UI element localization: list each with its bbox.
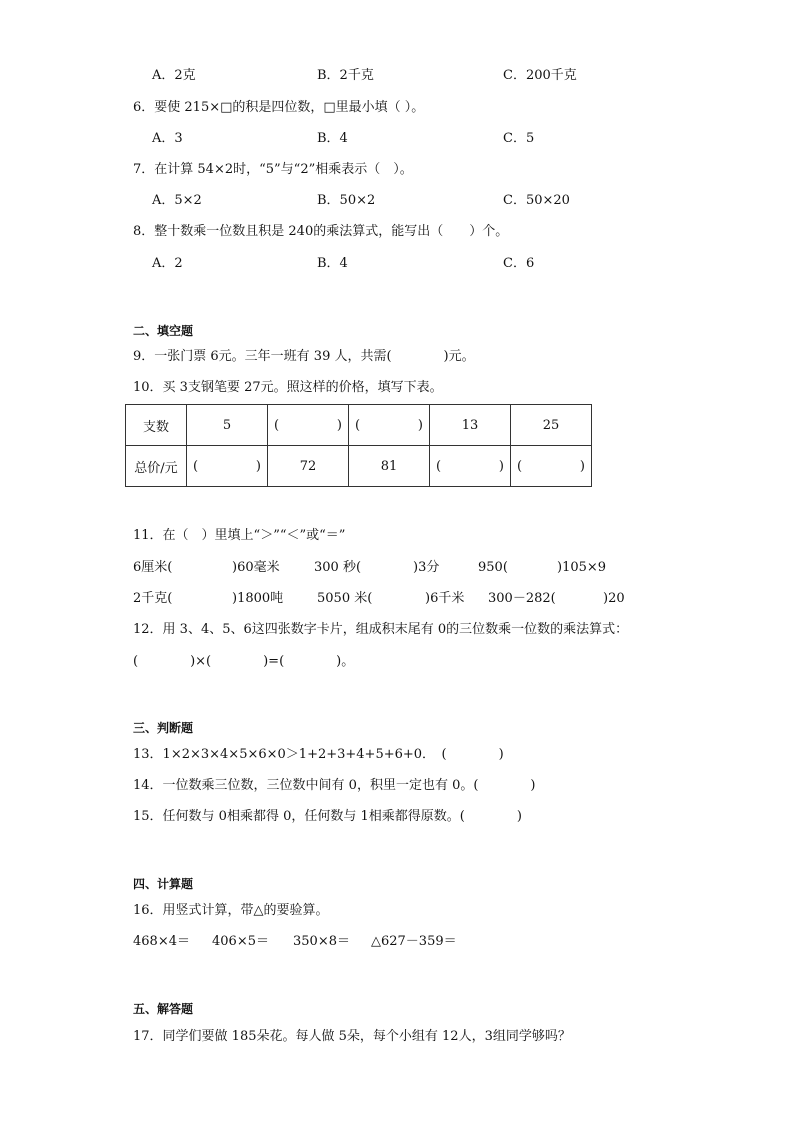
table-cell: 81 (349, 446, 430, 487)
table-cell-blank[interactable]: ( ) (349, 405, 430, 446)
section-answer-title: 五、解答题 (133, 1002, 194, 1016)
table-header-total: 总价/元 (126, 446, 187, 487)
q8-option-c: C．6 (503, 256, 535, 271)
question-14: 14．一位数乘三位数，三位数中间有 0，积里一定也有 0。( ) (133, 778, 536, 793)
question-12: 12．用 3、4、5、6这四张数字卡片，组成积末尾有 0的三位数乘一位数的乘法算式： (133, 622, 629, 637)
compare-item: )60毫米 (232, 560, 280, 575)
table-cell-blank[interactable]: ( ) (511, 446, 592, 487)
table-row (126, 405, 592, 446)
compare-item: 6厘米( (133, 560, 173, 575)
q8-option-b: B．4 (317, 256, 348, 271)
compare-item: )6千米 (425, 591, 465, 606)
calc-item: 468×4＝ (133, 934, 190, 949)
table-cell-blank[interactable]: ( ) (268, 405, 349, 446)
q5-option-a: A．2克 (152, 68, 196, 83)
q7-option-a: A．5×2 (152, 193, 202, 208)
price-table (125, 404, 592, 487)
q7-option-b: B．50×2 (317, 193, 376, 208)
question-6: 6．要使 215×□的积是四位数，□里最小填（ ）。 (133, 100, 425, 115)
question-7: 7．在计算 54×2时，“5”与“2”相乘表示（ ）。 (133, 162, 413, 177)
q5-option-c: C．200千克 (503, 68, 577, 83)
compare-item: 300 秒( (314, 560, 362, 575)
compare-item: 950( (478, 560, 508, 575)
table-cell: 5 (187, 405, 268, 446)
question-11: 11．在（ ）里填上“＞”“＜”或“＝” (133, 528, 346, 543)
q5-option-b: B．2千克 (317, 68, 374, 83)
q12-formula: ( )×( )=( )。 (133, 654, 355, 669)
calc-item: 350×8＝ (293, 934, 350, 949)
question-17: 17．同学们要做 185朵花。每人做 5朵，每个小组有 12人，3组同学够吗？ (133, 1029, 571, 1044)
compare-item: )3分 (413, 560, 440, 575)
table-header-count: 支数 (126, 405, 187, 446)
table-cell: 25 (511, 405, 592, 446)
question-8: 8．整十数乘一位数且积是 240的乘法算式，能写出（ ）个。 (133, 224, 509, 239)
question-16: 16．用竖式计算，带△的要验算。 (133, 903, 329, 918)
section-fill-in-title: 二、填空题 (133, 324, 194, 338)
question-9: 9．一张门票 6元。三年一班有 39 人，共需( )元。 (133, 349, 475, 364)
question-10: 10．买 3支钢笔要 27元。照这样的价格，填写下表。 (133, 380, 443, 395)
compare-item: )105×9 (557, 560, 607, 575)
table-cell: 72 (268, 446, 349, 487)
q6-option-b: B．4 (317, 131, 348, 146)
q6-option-c: C．5 (503, 131, 535, 146)
q8-option-a: A．2 (152, 256, 183, 271)
compare-item: )1800吨 (232, 591, 284, 606)
calc-item: △627－359＝ (371, 934, 457, 949)
q6-option-a: A．3 (152, 131, 183, 146)
compare-item: )20 (603, 591, 625, 606)
question-15: 15．任何数与 0相乘都得 0，任何数与 1相乘都得原数。( ) (133, 809, 522, 824)
table-cell: 13 (430, 405, 511, 446)
table-cell-blank[interactable]: ( ) (430, 446, 511, 487)
section-judgement-title: 三、判断题 (133, 721, 194, 735)
compare-item: 5050 米( (317, 591, 373, 606)
table-row (126, 446, 592, 487)
calc-item: 406×5＝ (212, 934, 269, 949)
table-cell-blank[interactable]: ( ) (187, 446, 268, 487)
q7-option-c: C．50×20 (503, 193, 570, 208)
compare-item: 2千克( (133, 591, 173, 606)
question-13: 13．1×2×3×4×5×6×0＞1+2+3+4+5+6+0． ( ) (133, 747, 504, 762)
compare-item: 300－282( (488, 591, 556, 606)
section-calc-title: 四、计算题 (133, 877, 194, 891)
